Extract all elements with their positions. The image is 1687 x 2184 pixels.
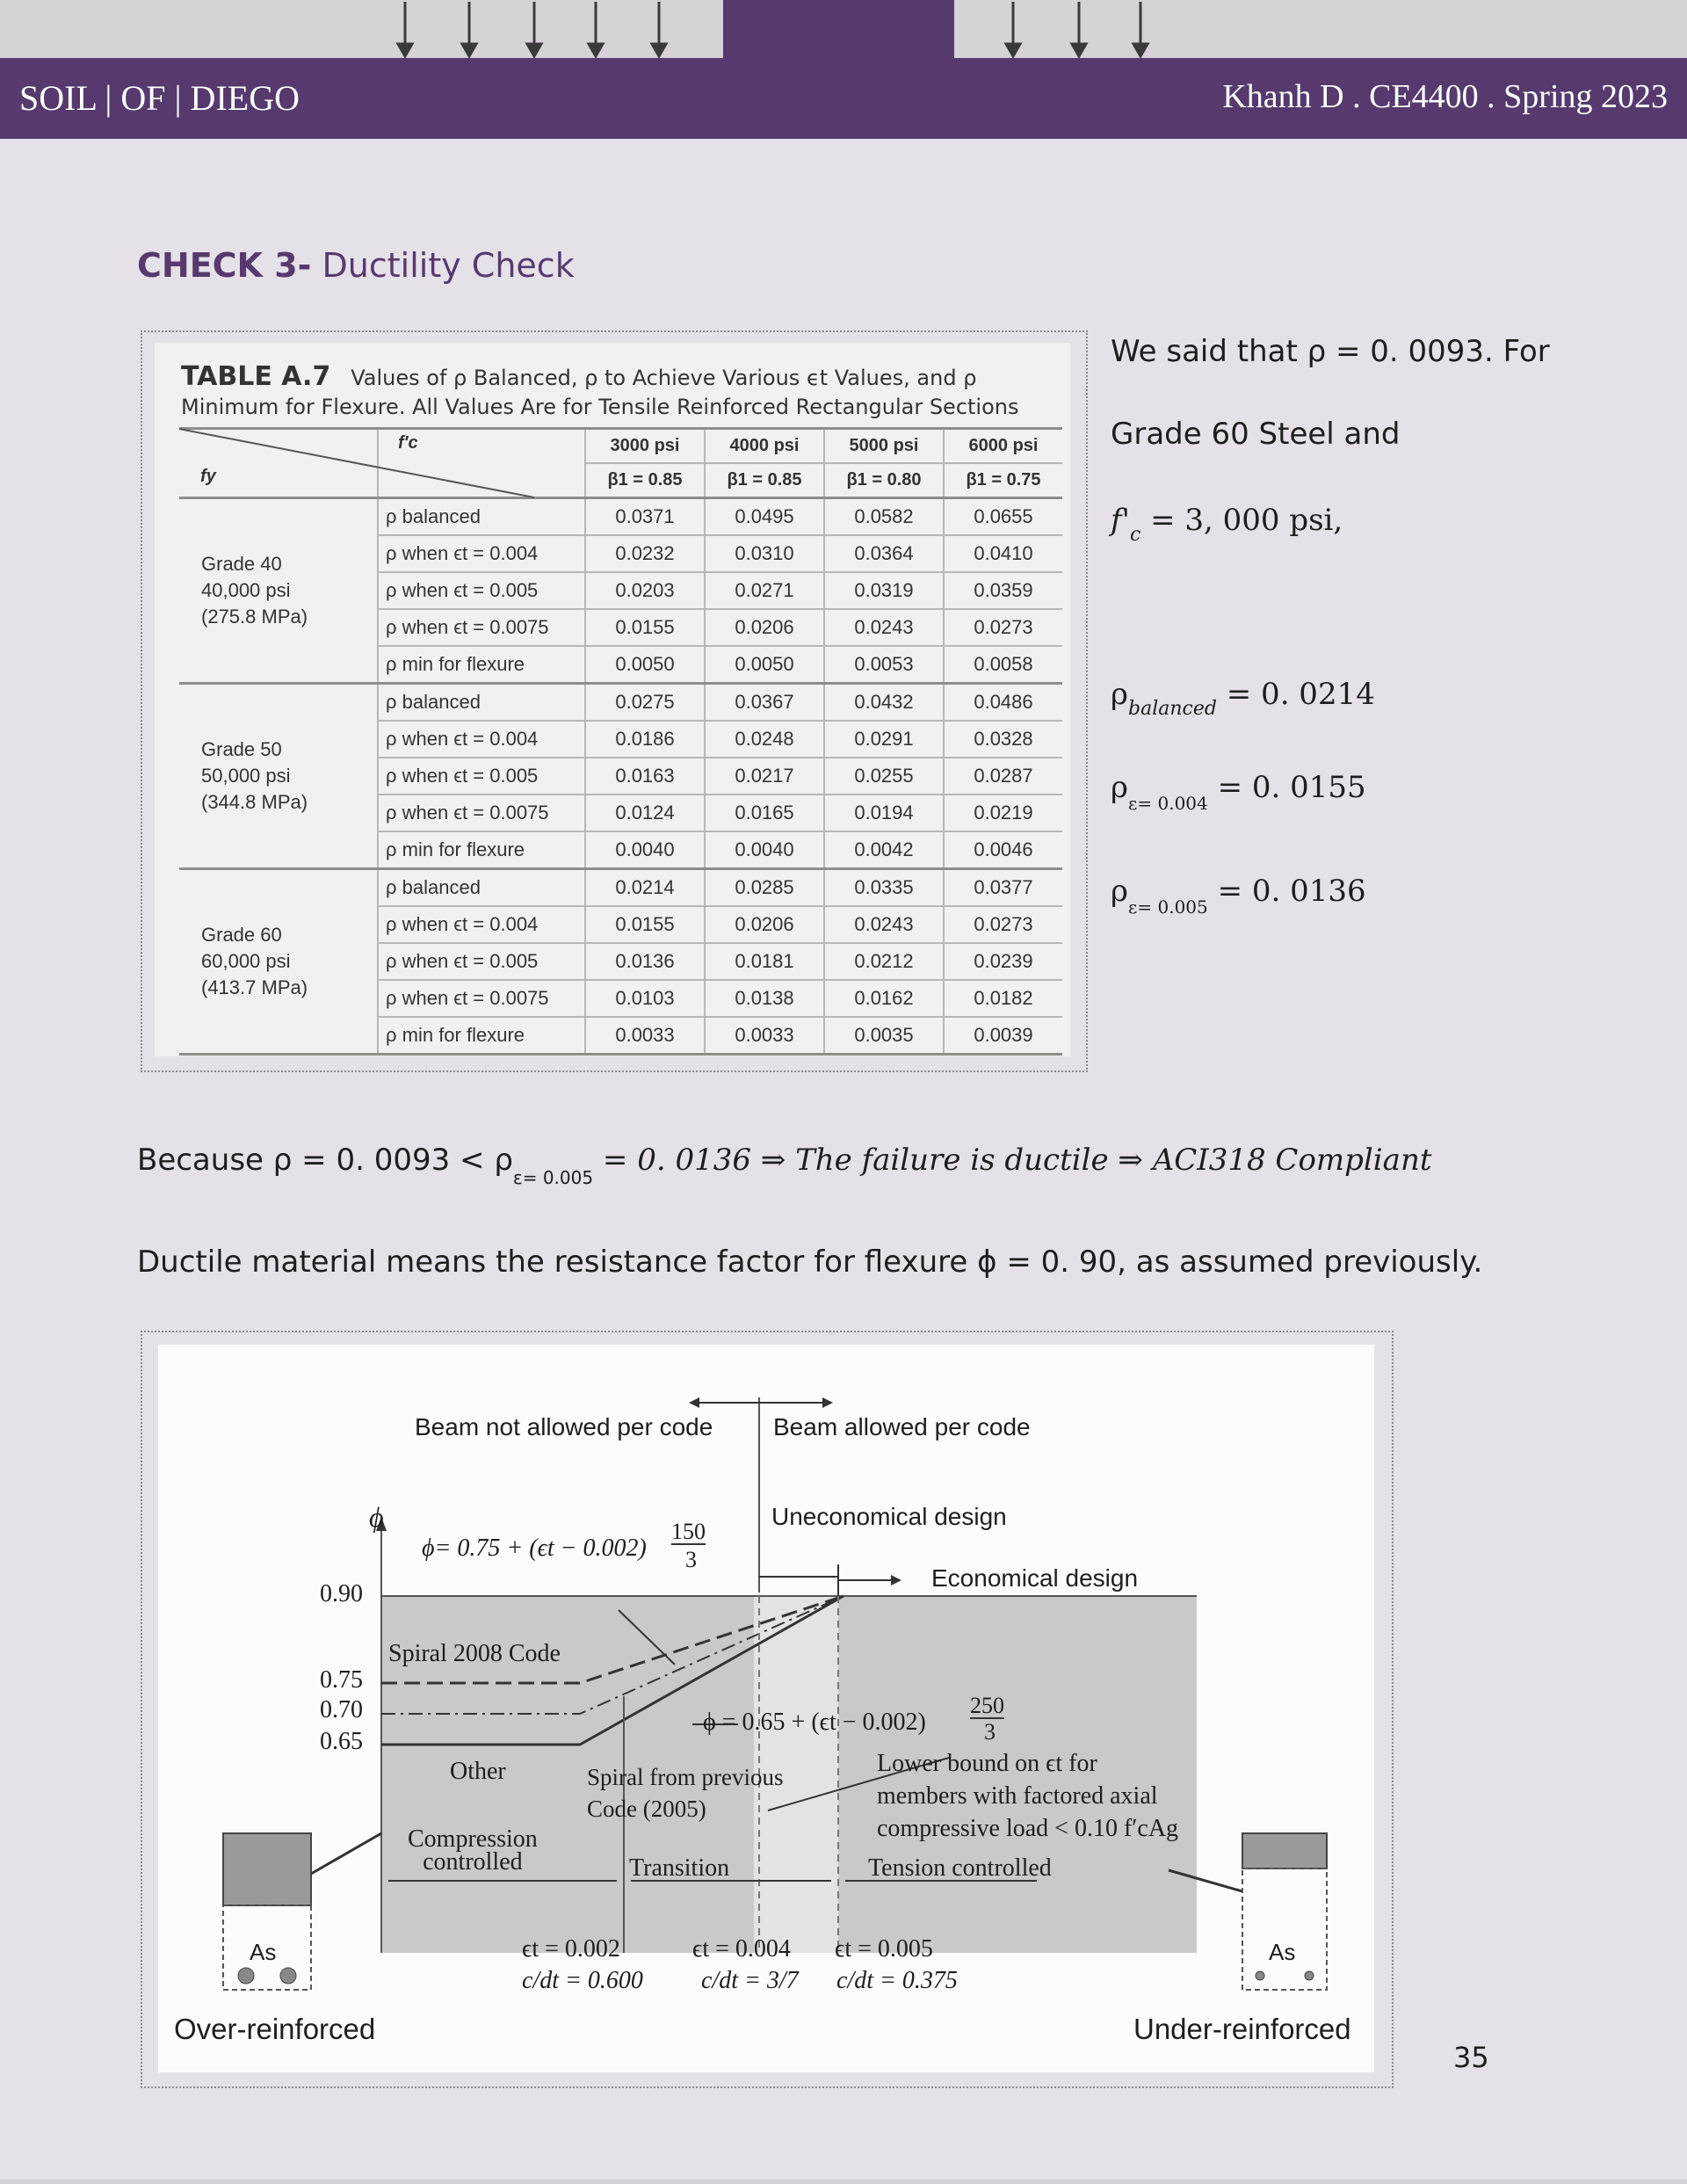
load-arrows-icon xyxy=(0,0,1687,58)
eq-top-num: 150 xyxy=(671,1519,706,1544)
rho-symbol: ρ xyxy=(1111,874,1128,909)
row-label: ρ when ϵt = 0.005 xyxy=(378,572,585,609)
label-other: Other xyxy=(450,1758,506,1785)
rho-table xyxy=(179,427,1062,1056)
col-header-beta: β1 = 0.85 xyxy=(585,463,705,498)
label-over-reinforced: Over-reinforced xyxy=(174,2013,376,2045)
table-cell: 0.0495 xyxy=(705,498,824,536)
rho-004-line xyxy=(1111,770,1366,814)
rho-005-sub: ε= 0.005 xyxy=(1128,896,1208,918)
table-cell: 0.0275 xyxy=(585,684,705,722)
eq-mid-num: 250 xyxy=(970,1693,1004,1718)
table-cell: 0.0046 xyxy=(944,831,1062,869)
col-header-strength: 5000 psi xyxy=(824,429,944,464)
label-not-allowed: Beam not allowed per code xyxy=(415,1413,713,1440)
row-label: ρ when ϵt = 0.004 xyxy=(378,906,585,943)
economical-arrow-icon xyxy=(891,1575,901,1585)
table-cell: 0.0058 xyxy=(944,646,1062,684)
table-cell: 0.0035 xyxy=(824,1017,944,1055)
table-row xyxy=(179,498,1062,536)
grade-cell: Grade 40 40,000 psi (275.8 MPa) xyxy=(179,498,378,684)
rho-004-value: = 0. 0155 xyxy=(1217,770,1366,805)
rho-symbol: ρ xyxy=(1111,770,1128,805)
table-cell: 0.0050 xyxy=(585,646,705,684)
table-cell: 0.0319 xyxy=(824,572,944,609)
rho-symbol: ρ xyxy=(1111,677,1128,712)
row-label: ρ when ϵt = 0.0075 xyxy=(378,795,585,831)
table-cell: 0.0033 xyxy=(585,1017,705,1055)
table-cell: 0.0248 xyxy=(705,721,824,758)
fc-value: = 3, 000 psi, xyxy=(1140,503,1343,538)
corner-fy: fy xyxy=(200,467,216,486)
rho-balanced-sub: balanced xyxy=(1128,698,1217,720)
row-label: ρ when ϵt = 0.0075 xyxy=(378,609,585,646)
table-cell: 0.0273 xyxy=(944,906,1062,943)
table-cell: 0.0124 xyxy=(585,795,705,831)
y-tick-070: 0.70 xyxy=(320,1696,363,1723)
page-number: 35 xyxy=(1453,2041,1489,2074)
y-tick-075: 0.75 xyxy=(320,1666,363,1694)
table-cell: 0.0033 xyxy=(705,1017,824,1055)
table-caption-id: TABLE A.7 xyxy=(181,361,331,392)
label-tension-controlled: Tension controlled xyxy=(868,1854,1052,1882)
table-cell: 0.0186 xyxy=(585,721,705,758)
col-header-beta: β1 = 0.75 xyxy=(944,463,1062,498)
rho-balanced-value: = 0. 0214 xyxy=(1226,677,1375,712)
label-transition: Transition xyxy=(629,1854,730,1882)
table-cell: 0.0432 xyxy=(824,684,944,722)
table-cell: 0.0050 xyxy=(705,646,824,684)
col-header-strength: 3000 psi xyxy=(585,429,705,464)
table-row xyxy=(179,684,1062,722)
table-cell: 0.0232 xyxy=(585,535,705,572)
label-et-0002: ϵt = 0.002 xyxy=(522,1935,620,1963)
table-cell: 0.0273 xyxy=(944,609,1062,646)
site-title: SOIL | OF | DIEGO xyxy=(19,78,300,118)
table-cell: 0.0203 xyxy=(585,572,705,609)
table-a7 xyxy=(155,343,1070,1056)
eq-mid-den: 3 xyxy=(984,1719,996,1745)
table-caption-text: Values of ρ Balanced, ρ to Achieve Various ϵt Values, and ρ Minimum for Flexure. All Values Are for Tensile Reinforced Rectangular Sections xyxy=(181,366,1019,419)
row-label: ρ balanced xyxy=(378,869,585,907)
rho-005-line xyxy=(1111,874,1366,918)
rho-balanced-line xyxy=(1111,677,1375,720)
side-line-1: We said that ρ = 0. 0093. For xyxy=(1111,334,1550,369)
fc-sub: c xyxy=(1129,524,1141,546)
ductile-line: Ductile material means the resistance factor for flexure ϕ = 0. 90, as assumed previously. xyxy=(137,1244,1483,1280)
eq-top-den: 3 xyxy=(685,1547,697,1572)
table-cell: 0.0285 xyxy=(705,869,824,907)
table-cell: 0.0335 xyxy=(824,869,944,907)
section-heading-bold: CHECK 3- xyxy=(137,246,312,285)
row-label: ρ min for flexure xyxy=(378,831,585,869)
label-spiral-previous: Spiral from previous Code (2005) xyxy=(587,1764,784,1822)
label-lower-bound: Lower bound on ϵt for members with factored axial compressive load < 0.10 f′cAg xyxy=(877,1750,1179,1842)
col-header-strength: 4000 psi xyxy=(705,429,824,464)
row-label: ρ when ϵt = 0.004 xyxy=(378,535,585,572)
row-label: ρ when ϵt = 0.005 xyxy=(378,943,585,980)
table-cell: 0.0162 xyxy=(824,980,944,1017)
section-heading xyxy=(137,246,575,285)
table-cell: 0.0410 xyxy=(944,535,1062,572)
under-beam-compression-icon xyxy=(1242,1833,1327,1868)
table-cell: 0.0287 xyxy=(944,758,1062,795)
phi-axis-label: ϕ xyxy=(369,1501,384,1533)
table-cell: 0.0582 xyxy=(824,498,944,536)
grade-cell: Grade 50 50,000 psi (344.8 MPa) xyxy=(179,684,378,869)
row-label: ρ when ϵt = 0.005 xyxy=(378,758,585,795)
corner-diagonal-icon xyxy=(179,427,534,499)
because-rest: = 0. 0136 ⇒ The failure is ductile ⇒ ACI318 Compliant xyxy=(593,1143,1432,1178)
table-cell: 0.0165 xyxy=(705,795,824,831)
label-as-left: As xyxy=(250,1939,277,1965)
because-prefix: Because ρ = 0. 0093 < ρ xyxy=(137,1143,513,1178)
label-cd-0600: c/dt = 0.600 xyxy=(522,1967,643,1994)
table-cell: 0.0103 xyxy=(585,980,705,1017)
table-cell: 0.0328 xyxy=(944,721,1062,758)
y-tick-090: 0.90 xyxy=(320,1580,363,1607)
label-cd-37: c/dt = 3/7 xyxy=(701,1967,799,1994)
table-cell: 0.0181 xyxy=(705,943,824,980)
y-tick-065: 0.65 xyxy=(320,1728,363,1755)
rebar-icon xyxy=(280,1968,296,1984)
table-cell: 0.0486 xyxy=(944,684,1062,722)
label-spiral-2008: Spiral 2008 Code xyxy=(388,1640,561,1667)
table-cell: 0.0271 xyxy=(705,572,824,609)
arrow-right-icon xyxy=(822,1397,833,1408)
because-sub: ε= 0.005 xyxy=(512,1167,594,1188)
row-label: ρ min for flexure xyxy=(378,1017,585,1055)
col-header-beta: β1 = 0.85 xyxy=(705,463,824,498)
corner-fc: f′c xyxy=(398,433,418,453)
table-cell: 0.0367 xyxy=(705,684,824,722)
label-under-reinforced: Under-reinforced xyxy=(1133,2013,1351,2045)
rebar-icon xyxy=(1256,1971,1264,1980)
table-cell: 0.0364 xyxy=(824,535,944,572)
col-header-strength: 6000 psi xyxy=(944,429,1062,464)
eq-mid: ϕ = 0.65 + (ϵt − 0.002) xyxy=(703,1709,926,1736)
table-cell: 0.0212 xyxy=(824,943,944,980)
section-heading-text: Ductility Check xyxy=(322,246,575,285)
table-cell: 0.0138 xyxy=(705,980,824,1017)
row-label: ρ balanced xyxy=(378,684,585,722)
row-label: ρ when ϵt = 0.004 xyxy=(378,721,585,758)
label-uneconomical: Uneconomical design xyxy=(771,1503,1007,1530)
table-cell: 0.0217 xyxy=(705,758,824,795)
table-cell: 0.0042 xyxy=(824,831,944,869)
table-cell: 0.0163 xyxy=(585,758,705,795)
table-cell: 0.0194 xyxy=(824,795,944,831)
row-label: ρ balanced xyxy=(378,498,585,536)
grade-cell: Grade 60 60,000 psi (413.7 MPa) xyxy=(179,869,378,1055)
table-cell: 0.0155 xyxy=(585,906,705,943)
rebar-icon xyxy=(1305,1971,1314,1980)
rebar-icon xyxy=(238,1968,254,1984)
over-beam-compression-icon xyxy=(223,1833,311,1905)
because-line xyxy=(137,1143,1432,1188)
table-cell: 0.0206 xyxy=(705,906,824,943)
col-header-beta: β1 = 0.80 xyxy=(824,463,944,498)
table-cell: 0.0377 xyxy=(944,869,1062,907)
table-cell: 0.0310 xyxy=(705,535,824,572)
label-cd-0375: c/dt = 0.375 xyxy=(836,1967,958,1994)
table-cell: 0.0136 xyxy=(585,943,705,980)
rho-004-sub: ε= 0.004 xyxy=(1128,793,1208,814)
row-label: ρ when ϵt = 0.0075 xyxy=(378,980,585,1017)
row-label: ρ min for flexure xyxy=(378,646,585,684)
label-economical: Economical design xyxy=(931,1564,1139,1592)
arrow-left-icon xyxy=(689,1397,699,1408)
under-beam-section-icon xyxy=(1242,1868,1327,1990)
table-cell: 0.0243 xyxy=(824,609,944,646)
label-as-right: As xyxy=(1269,1939,1296,1965)
side-line-2: Grade 60 Steel and xyxy=(1111,417,1401,452)
table-cell: 0.0206 xyxy=(705,609,824,646)
header-author: Khanh D . CE4400 . Spring 2023 xyxy=(1222,78,1668,115)
table-cell: 0.0214 xyxy=(585,869,705,907)
side-fc xyxy=(1111,503,1343,546)
label-compression-controlled: Compression controlled xyxy=(408,1825,538,1876)
table-cell: 0.0182 xyxy=(944,980,1062,1017)
table-cell: 0.0155 xyxy=(585,609,705,646)
table-cell: 0.0255 xyxy=(824,758,944,795)
label-allowed: Beam allowed per code xyxy=(773,1413,1031,1440)
table-cell: 0.0291 xyxy=(824,721,944,758)
header-bar xyxy=(0,58,1687,139)
table-cell: 0.0219 xyxy=(944,795,1062,831)
table-cell: 0.0040 xyxy=(705,831,824,869)
table-cell: 0.0040 xyxy=(585,831,705,869)
table-row xyxy=(179,869,1062,907)
table-cell: 0.0655 xyxy=(944,498,1062,536)
label-et-0004: ϵt = 0.004 xyxy=(692,1935,791,1963)
label-et-0005: ϵt = 0.005 xyxy=(835,1935,933,1963)
bottom-strip xyxy=(0,2180,1687,2184)
table-cell: 0.0359 xyxy=(944,572,1062,609)
table-cell: 0.0053 xyxy=(824,646,944,684)
phi-strain-figure xyxy=(158,1345,1374,2072)
table-cell: 0.0371 xyxy=(585,498,705,536)
table-cell: 0.0243 xyxy=(824,906,944,943)
rho-table-body xyxy=(179,498,1062,1055)
over-pointer xyxy=(311,1833,381,1874)
table-cell: 0.0039 xyxy=(944,1017,1062,1055)
table-cell: 0.0239 xyxy=(944,943,1062,980)
rho-005-value: = 0. 0136 xyxy=(1217,874,1366,909)
fc-symbol: f' xyxy=(1111,503,1130,538)
table-caption xyxy=(181,362,1042,422)
eq-top: ϕ= 0.75 + (ϵt − 0.002) xyxy=(422,1535,647,1562)
